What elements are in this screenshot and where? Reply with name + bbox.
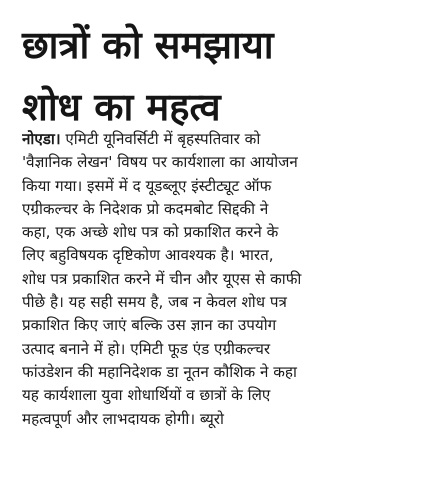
body-line: प्रकाशित किए जाएं बल्कि उस ज्ञान का उपयोग — [22, 316, 277, 335]
body-line: किया गया। इसमें में द यूडब्लूए इंस्टीट्यूट ऑफ — [22, 176, 272, 195]
body-line: कहा, एक अच्छे शोध पत्र को प्रकाशित करने के — [22, 223, 279, 242]
article-body — [22, 128, 432, 431]
body-line — [22, 128, 432, 151]
body-line: शोध पत्र प्रकाशित करने में चीन और यूएस से काफी — [22, 269, 302, 288]
body-line: यह कार्यशाला युवा शोधार्थियों व छात्रों के लिए — [22, 386, 271, 405]
dateline: नोएडा। — [22, 130, 61, 148]
headline-line: छात्रों को समझाया — [22, 23, 274, 67]
body-line-text: एमिटी यूनिवर्सिटी में बृहस्पतिवार को — [60, 130, 261, 148]
headline-line: शोध का महत्व — [22, 85, 221, 129]
body-line: फांउडेशन की महानिदेशक डा नूतन कौशिक ने कहा — [22, 362, 297, 381]
body-line: महत्वपूर्ण और लाभदायक होगी। ब्यूरो — [22, 409, 224, 428]
body-line: उत्पाद बनाने में हो। एमिटी फूड एंड एग्रीकल्चर — [22, 339, 271, 358]
body-line: पीछे है। यह सही समय है, जब न केवल शोध पत्र — [22, 293, 287, 312]
body-line: 'वैज्ञानिक लेखन' विषय पर कार्यशाला का आयोजन — [22, 153, 298, 172]
headline — [22, 14, 432, 138]
body-line: एग्रीकल्चर के निदेशक प्रो कदमबोट सिद्दकी ने — [22, 199, 269, 218]
body-line: लिए बहुविषयक दृष्टिकोण आवश्यक है। भारत, — [22, 246, 274, 265]
